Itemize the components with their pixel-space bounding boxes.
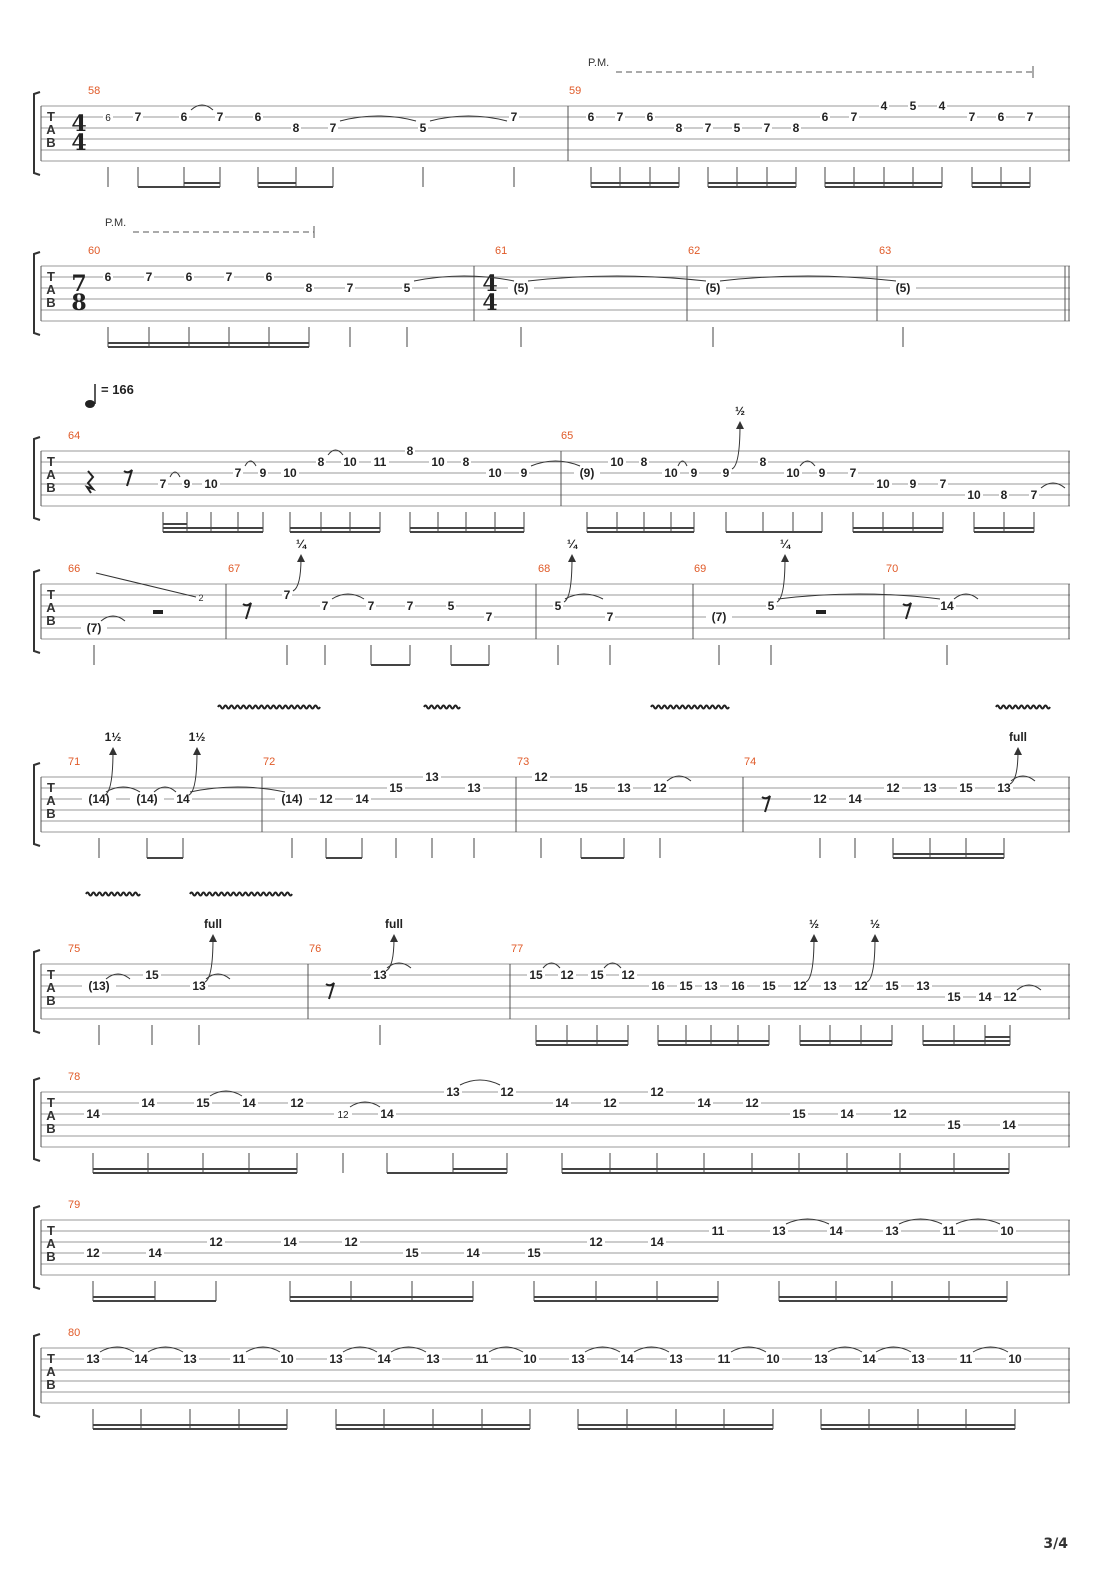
fret-number: 6: [180, 110, 188, 124]
fret-number: (5): [705, 281, 721, 295]
fret-number: (13): [88, 979, 110, 993]
bend-arrowhead: [781, 554, 789, 562]
fret-number: 12: [319, 792, 333, 806]
fret-number: (7): [711, 610, 727, 624]
fret-number: 15: [947, 1118, 961, 1132]
measure-number: 62: [688, 245, 701, 257]
fret-number: 8: [640, 455, 648, 469]
fret-number: 12: [86, 1246, 100, 1260]
quarter-rest: [87, 471, 93, 493]
fret-number: 7: [849, 466, 857, 480]
fret-number: 12: [589, 1235, 603, 1249]
fret-number: 5: [554, 599, 562, 613]
slide-target: 2: [198, 593, 204, 603]
fret-number: 10: [610, 455, 624, 469]
fret-number: 14: [1002, 1118, 1016, 1132]
bend-amount: ¼: [295, 537, 307, 551]
time-signature-bottom: 4: [71, 130, 87, 156]
fret-number: 7: [485, 610, 493, 624]
fret-number: 13: [86, 1352, 100, 1366]
tab-clef-letter: T: [47, 587, 55, 602]
fret-number: 14: [141, 1096, 155, 1110]
fret-number: (7): [86, 621, 102, 635]
fret-number: 7: [329, 121, 337, 135]
fret-number: 13: [704, 979, 718, 993]
system-bracket: [34, 570, 40, 653]
fret-number: (9): [579, 466, 595, 480]
fret-number: 7: [145, 270, 153, 284]
fret-number: 14: [697, 1096, 711, 1110]
tab-clef-letter: A: [46, 980, 56, 995]
slide-line: [96, 573, 196, 597]
fret-number: 6: [265, 270, 273, 284]
fret-number: 15: [574, 781, 588, 795]
measure-number: 71: [68, 756, 81, 768]
fret-number: 7: [159, 477, 167, 491]
fret-number: 7: [939, 477, 947, 491]
fret-number: 13: [425, 770, 439, 784]
measure-number: 72: [263, 756, 276, 768]
fret-number: 6: [646, 110, 654, 124]
fret-number: 8: [406, 444, 414, 458]
fret-number: 13: [772, 1224, 786, 1238]
fret-number: 12: [209, 1235, 223, 1249]
fret-number: 10: [786, 466, 800, 480]
tab-clef-letter: T: [47, 1095, 55, 1110]
fret-number: 12: [534, 770, 548, 784]
half-rest: [816, 610, 826, 614]
fret-number: 13: [617, 781, 631, 795]
tab-clef-letter: T: [47, 109, 55, 124]
fret-number: 12: [854, 979, 868, 993]
fret-number: 10: [343, 455, 357, 469]
vibrato-mark: [218, 706, 320, 709]
fret-number: 7: [321, 599, 329, 613]
fret-number: 8: [1000, 488, 1008, 502]
fret-number: 10: [283, 466, 297, 480]
fret-number: 14: [940, 599, 954, 613]
tab-clef-letter: T: [47, 1223, 55, 1238]
bend-amount: 1½: [188, 730, 206, 744]
fret-number: 8: [292, 121, 300, 135]
fret-number: 10: [876, 477, 890, 491]
tab-clef-letter: B: [46, 613, 56, 628]
bend-arrowhead: [193, 747, 201, 755]
time-signature-top: 4: [482, 271, 498, 297]
tab-clef-letter: A: [46, 467, 56, 482]
bend-arrowhead: [390, 934, 398, 942]
fret-number: 12: [500, 1085, 514, 1099]
fret-number: 12: [886, 781, 900, 795]
bend-arrow: [1010, 751, 1018, 784]
fret-number: 13: [446, 1085, 460, 1099]
tab-clef-letter: T: [47, 1351, 55, 1366]
fret-number: 14: [355, 792, 369, 806]
fret-number: 6: [587, 110, 595, 124]
measure-number: 76: [309, 943, 322, 955]
system-bracket: [34, 1078, 40, 1161]
measure-number: 61: [495, 245, 508, 257]
fret-number: 13: [329, 1352, 343, 1366]
fret-number: 14: [176, 792, 190, 806]
measure-number: 67: [228, 563, 241, 575]
bend-amount: full: [385, 917, 403, 931]
fret-number: 14: [555, 1096, 569, 1110]
system-bracket: [34, 92, 40, 175]
fret-number: 14: [829, 1224, 843, 1238]
fret-number: 7: [234, 466, 242, 480]
fret-number: 12: [893, 1107, 907, 1121]
measure-number: 70: [886, 563, 899, 575]
fret-number: (14): [88, 792, 110, 806]
fret-number: 12: [813, 792, 827, 806]
tab-clef-letter: T: [47, 454, 55, 469]
fret-number: 10: [1000, 1224, 1014, 1238]
fret-number: 7: [616, 110, 624, 124]
fret-number: 12: [650, 1085, 664, 1099]
fret-number: 13: [183, 1352, 197, 1366]
fret-number: 7: [1030, 488, 1038, 502]
fret-number: 10: [488, 466, 502, 480]
time-signature-top: 4: [71, 111, 87, 137]
fret-number: 12: [1003, 990, 1017, 1004]
fret-number: 14: [848, 792, 862, 806]
bend-amount: 1½: [104, 730, 122, 744]
bend-amount: ¼: [779, 537, 791, 551]
fret-number: 15: [679, 979, 693, 993]
bend-amount: ½: [808, 917, 820, 931]
system-bracket: [34, 763, 40, 846]
fret-number: 4: [938, 99, 946, 113]
fret-number: 8: [462, 455, 470, 469]
fret-number: 14: [86, 1107, 100, 1121]
tab-clef-letter: A: [46, 1364, 56, 1379]
fret-number: 4: [880, 99, 888, 113]
fret-number: (14): [281, 792, 303, 806]
bend-arrowhead: [568, 554, 576, 562]
fret-number: 9: [259, 466, 267, 480]
fret-number: 8: [792, 121, 800, 135]
bend-amount: ½: [869, 917, 881, 931]
bend-amount: ¼: [566, 537, 578, 551]
tab-clef-letter: B: [46, 295, 56, 310]
fret-number: 7: [346, 281, 354, 295]
tab-clef-letter: B: [46, 135, 56, 150]
tempo-value: = 166: [101, 382, 134, 397]
fret-number: 7: [850, 110, 858, 124]
bend-amount: full: [1009, 730, 1027, 744]
fret-number: 7: [367, 599, 375, 613]
fret-number: 13: [571, 1352, 585, 1366]
measure-number: 68: [538, 563, 551, 575]
fret-number: 5: [909, 99, 917, 113]
tab-clef-letter: A: [46, 1108, 56, 1123]
tab-clef-letter: A: [46, 282, 56, 297]
tab-clef-letter: B: [46, 806, 56, 821]
bend-arrowhead: [810, 934, 818, 942]
fret-number: 10: [280, 1352, 294, 1366]
fret-number: 13: [823, 979, 837, 993]
tab-clef-letter: A: [46, 122, 56, 137]
fret-number: 13: [911, 1352, 925, 1366]
fret-number: (14): [136, 792, 158, 806]
system-bracket: [34, 950, 40, 1033]
fret-number: 5: [733, 121, 741, 135]
measure-number: 75: [68, 943, 81, 955]
fret-number: 7: [510, 110, 518, 124]
fret-number: 8: [675, 121, 683, 135]
fret-number: 7: [406, 599, 414, 613]
fret-number: 15: [947, 990, 961, 1004]
fret-number: 6: [821, 110, 829, 124]
tab-clef-letter: B: [46, 1121, 56, 1136]
bend-arrowhead: [297, 554, 305, 562]
bend-arrowhead: [871, 934, 879, 942]
bend-arrowhead: [209, 934, 217, 942]
fret-number: 11: [232, 1352, 246, 1366]
fret-number: 15: [389, 781, 403, 795]
system-bracket: [34, 1206, 40, 1289]
fret-number: 7: [704, 121, 712, 135]
palm-mute-label: P.M.: [588, 57, 610, 69]
vibrato-mark: [86, 893, 140, 896]
fret-number: 14: [283, 1235, 297, 1249]
fret-number: 15: [590, 968, 604, 982]
fret-number: 5: [419, 121, 427, 135]
fret-number: 12: [344, 1235, 358, 1249]
fret-number: 13: [916, 979, 930, 993]
tab-clef-letter: B: [46, 993, 56, 1008]
tab-clef-letter: A: [46, 1236, 56, 1251]
fret-number: 14: [148, 1246, 162, 1260]
fret-number: 14: [862, 1352, 876, 1366]
fret-number: 15: [529, 968, 543, 982]
vibrato-mark: [190, 893, 292, 896]
fret-number: 7: [1026, 110, 1034, 124]
fret-number: 11: [942, 1224, 956, 1238]
palm-mute-label: P.M.: [105, 217, 127, 229]
fret-number: 12: [745, 1096, 759, 1110]
fret-number: 9: [909, 477, 917, 491]
fret-number: 10: [766, 1352, 780, 1366]
measure-number: 77: [511, 943, 524, 955]
measure-number: 74: [744, 756, 757, 768]
measure-number: 73: [517, 756, 530, 768]
measure-number: 69: [694, 563, 707, 575]
fret-number: 14: [840, 1107, 854, 1121]
measure-number: 60: [88, 245, 101, 257]
measure-number: 64: [68, 430, 81, 442]
measure-number: 78: [68, 1071, 81, 1083]
bend-arrowhead: [1014, 747, 1022, 755]
fret-number: 7: [763, 121, 771, 135]
bend-arrowhead: [736, 421, 744, 429]
measure-number: 58: [88, 85, 101, 97]
fret-number: 8: [317, 455, 325, 469]
fret-number: 15: [792, 1107, 806, 1121]
tab-clef-letter: B: [46, 1377, 56, 1392]
fret-number: 6: [185, 270, 193, 284]
fret-number: 9: [722, 466, 730, 480]
fret-number: 5: [767, 599, 775, 613]
fret-number: 15: [959, 781, 973, 795]
fret-number: 7: [968, 110, 976, 124]
system-bracket: [34, 252, 40, 335]
fret-number: 6: [104, 270, 112, 284]
fret-number: 10: [431, 455, 445, 469]
fret-number: 12: [560, 968, 574, 982]
tab-clef-letter: T: [47, 269, 55, 284]
bend-arrow: [386, 938, 394, 971]
tab-clef-letter: B: [46, 480, 56, 495]
tab-clef-letter: T: [47, 967, 55, 982]
fret-number: 15: [145, 968, 159, 982]
fret-number: 15: [527, 1246, 541, 1260]
fret-number: 13: [669, 1352, 683, 1366]
measure-number: 66: [68, 563, 81, 575]
fret-number: 12: [621, 968, 635, 982]
fret-number: 13: [426, 1352, 440, 1366]
fret-number: 13: [997, 781, 1011, 795]
fret-number: 9: [690, 466, 698, 480]
fret-number: 15: [885, 979, 899, 993]
page-number: 3/4: [1043, 1536, 1068, 1552]
fret-number: 10: [1008, 1352, 1022, 1366]
fret-number: 15: [762, 979, 776, 993]
fret-number: 7: [606, 610, 614, 624]
fret-number: 15: [405, 1246, 419, 1260]
fret-number: 13: [814, 1352, 828, 1366]
fret-number: 7: [283, 588, 291, 602]
bend-arrow: [293, 558, 301, 591]
fret-number: 10: [204, 477, 218, 491]
half-rest: [153, 610, 163, 614]
fret-number: 11: [959, 1352, 973, 1366]
tie-slur: [460, 1080, 500, 1085]
fret-number: 11: [373, 455, 387, 469]
fret-number: 10: [967, 488, 981, 502]
fret-number: 12: [290, 1096, 304, 1110]
fret-number: 12: [603, 1096, 617, 1110]
fret-number: 7: [216, 110, 224, 124]
fret-number: 6: [254, 110, 262, 124]
fret-number: (5): [895, 281, 911, 295]
measure-number: 63: [879, 245, 892, 257]
fret-number: 9: [183, 477, 191, 491]
fret-number: 7: [134, 110, 142, 124]
tab-clef-letter: T: [47, 780, 55, 795]
fret-number: 13: [373, 968, 387, 982]
fret-number: 7: [225, 270, 233, 284]
fret-number: 14: [978, 990, 992, 1004]
bend-amount: full: [204, 917, 222, 931]
vibrato-mark: [424, 706, 460, 709]
measure-number: 59: [569, 85, 582, 97]
fret-number: 14: [377, 1352, 391, 1366]
fret-number: 14: [466, 1246, 480, 1260]
fret-number: 16: [731, 979, 745, 993]
fret-number: 9: [520, 466, 528, 480]
fret-number: 8: [759, 455, 767, 469]
bend-arrowhead: [109, 747, 117, 755]
bend-amount: ½: [734, 404, 746, 418]
fret-number: 5: [447, 599, 455, 613]
measure-number: 65: [561, 430, 574, 442]
fret-number: 12: [793, 979, 807, 993]
fret-number: 13: [923, 781, 937, 795]
vibrato-mark: [651, 706, 729, 709]
measure-number: 79: [68, 1199, 81, 1211]
fret-number: 10: [664, 466, 678, 480]
fret-number: 11: [717, 1352, 731, 1366]
fret-number: 14: [380, 1107, 394, 1121]
fret-number: 11: [711, 1224, 725, 1238]
time-signature-bottom: 8: [71, 290, 87, 316]
fret-number: 12: [653, 781, 667, 795]
fret-number: 6: [105, 113, 111, 124]
fret-number: 12: [337, 1110, 349, 1121]
tab-clef-letter: A: [46, 793, 56, 808]
fret-number: 14: [242, 1096, 256, 1110]
time-signature-bottom: 4: [482, 290, 498, 316]
measure-number: 80: [68, 1327, 81, 1339]
fret-number: 5: [403, 281, 411, 295]
fret-number: (5): [513, 281, 529, 295]
fret-number: 13: [885, 1224, 899, 1238]
system-bracket: [34, 437, 40, 520]
fret-number: 10: [523, 1352, 537, 1366]
tab-clef-letter: B: [46, 1249, 56, 1264]
fret-number: 13: [467, 781, 481, 795]
fret-number: 13: [192, 979, 206, 993]
vibrato-mark: [996, 706, 1050, 709]
tempo-note-head: [85, 400, 95, 408]
fret-number: 8: [305, 281, 313, 295]
system-bracket: [34, 1334, 40, 1417]
fret-number: 16: [651, 979, 665, 993]
fret-number: 11: [475, 1352, 489, 1366]
tab-clef-letter: A: [46, 600, 56, 615]
fret-number: 9: [818, 466, 826, 480]
fret-number: 15: [196, 1096, 210, 1110]
time-signature-top: 7: [71, 271, 87, 297]
fret-number: 14: [620, 1352, 634, 1366]
fret-number: 14: [650, 1235, 664, 1249]
fret-number: 14: [134, 1352, 148, 1366]
fret-number: 6: [997, 110, 1005, 124]
